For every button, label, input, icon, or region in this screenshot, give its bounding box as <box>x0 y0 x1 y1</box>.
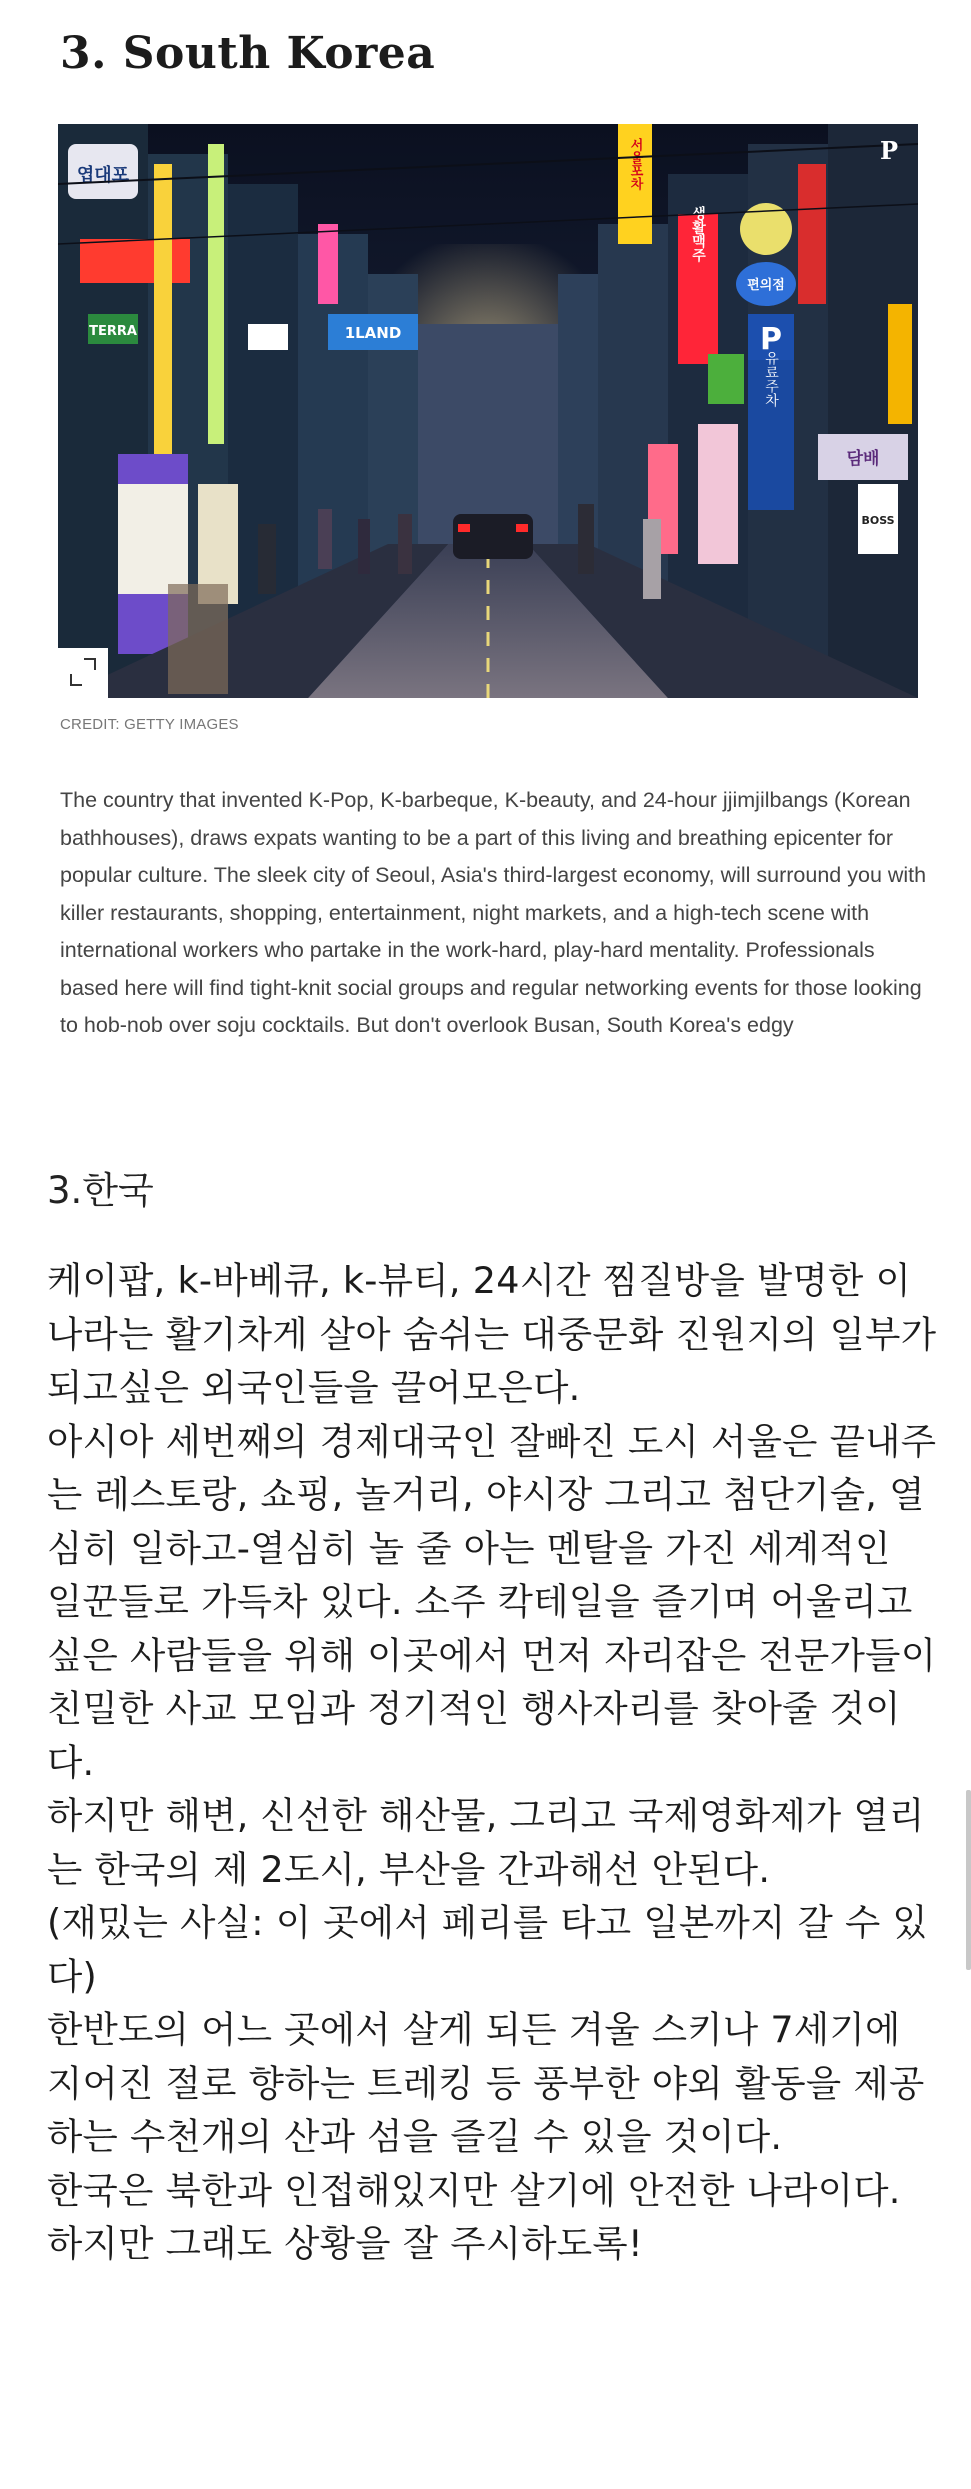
expand-corner <box>70 674 82 686</box>
sign-label: TERRA <box>89 324 137 339</box>
sign-label: 1LAND <box>344 324 402 342</box>
translation-paragraph: 한반도의 어느 곳에서 살게 되든 겨울 스키나 7세기에 지어진 절로 향하는 트레킹 등 풍부한 야외 활동을 제공하는 수천개의 산과 섬을 즐길 수 있을 것이다. <box>47 2008 925 2158</box>
translation-paragraph: 케이팝, k-바베큐, k-뷰티, 24시간 찜질방을 발명한 이 나라는 활기차게 살아 숨쉬는 대중문화 진원지의 일부가 되고싶은 외국인들을 끌어모은다. <box>47 1259 937 1409</box>
sign-label: BOSS <box>861 514 895 527</box>
sign-label: 엽대포 <box>76 165 130 186</box>
photo-credit: CREDIT: GETTY IMAGES <box>60 716 239 733</box>
article-heading: 3. South Korea <box>60 28 436 79</box>
sign-label: 편의점 <box>747 278 785 293</box>
translation-paragraph: (재밌는 사실: 이 곳에서 페리를 타고 일본까지 갈 수 있다) <box>47 1901 928 1998</box>
translation-paragraph: 아시아 세번째의 경제대국인 잘빠진 도시 서울은 끝내주는 레스토랑, 쇼핑, 놀거리, 야시장 그리고 첨단기술, 열심히 일하고-열심히 놀 줄 아는 멘탈을 가진 세계적인 일꾼들로 가득차 있다. 소주 칵테일을 즐기며 어울리고 싶은 사람들을 위해 이곳에서 먼저 자리잡은 전문가들이 친밀한 사교 모임과 정기적인 행사자리를 찾아줄 것이다. <box>47 1419 937 1784</box>
svg-text:P: P <box>760 322 782 357</box>
sign-label: 담배 <box>846 449 880 469</box>
article-excerpt: The country that invented K-Pop, K-barbeque, K-beauty, and 24-hour jjimjilbangs (Korean bathhouses), draws expats wanting to be a part of this living and breathing epicenter for popular culture. The sleek city of Seoul, Asia's third-largest economy, will surround you with killer restaurants, shopping, entertainment, night markets, and a high-tech scene with international workers who partake in the work-hard, play-hard mentality. Professionals based here will find tight-knit social groups and regular networking events for those looking to hob-nob over soju cocktails. But don't overlook Busan, South Korea's edgy <box>60 788 927 1037</box>
photo-illustration <box>58 124 918 698</box>
translation-body <box>47 1254 937 2271</box>
sign-label: 서울포차 <box>627 138 643 190</box>
pinterest-icon[interactable]: P <box>879 136 899 165</box>
scrollbar-thumb[interactable] <box>966 1790 971 1970</box>
expand-corner <box>84 658 96 670</box>
sign-label: 유료주차 <box>763 351 779 407</box>
translation-paragraph: 한국은 북한과 인접해있지만 살기에 안전한 나라이다. 하지만 그래도 상황을 잘 주시하도록! <box>47 2168 901 2265</box>
seoul-street-photo[interactable] <box>58 124 918 698</box>
sign-label: 생활맥주 <box>690 206 706 262</box>
expand-icon[interactable] <box>58 648 108 698</box>
translation-title: 3.한국 <box>47 1169 154 1212</box>
translation-paragraph: 하지만 해변, 신선한 해산물, 그리고 국제영화제가 열리는 한국의 제 2도시, 부산을 간과해선 안된다. <box>47 1794 925 1891</box>
